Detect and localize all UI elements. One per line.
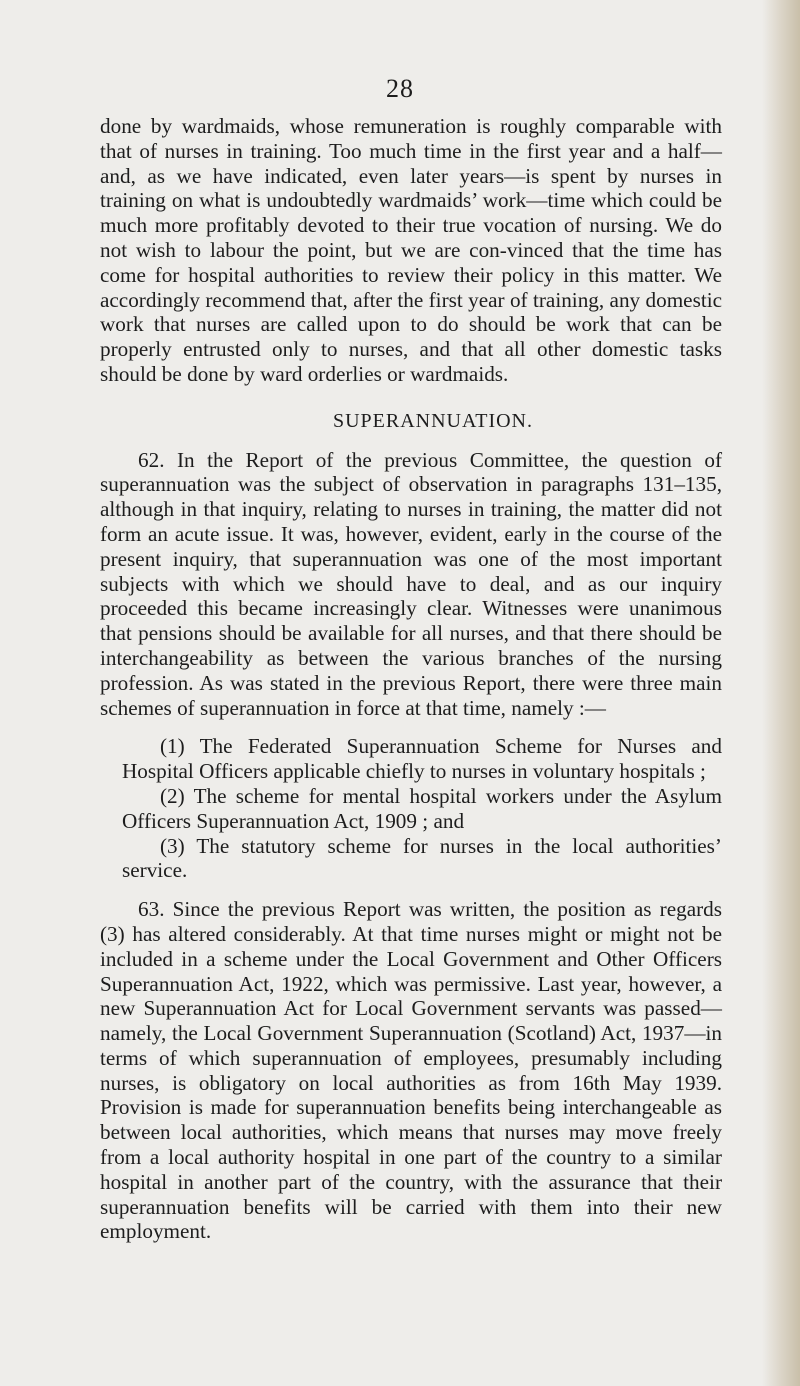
section-heading: SUPERANNUATION. (332, 409, 533, 432)
scheme-item-1: (1) The Federated Superannuation Scheme for Nurses and Hospital Officers applicable chiefly to nurses in voluntary hospitals ; (122, 734, 722, 784)
continued-paragraph: done by wardmaids, whose remuneration is roughly comparable with that of nurses in training. Too much time in the first year and a half—and, as we have indicated, even later years—is spent by nurses in training on what is undoubtedly wardmaids’ work—time which could be much more profitably devoted to their true vocation of nursing. We do not wish to labour the point, but we are con-vinced that the time has come for hospital authorities to review their policy in this matter. We accordingly recommend that, after the first year of training, any domestic work that nurses are called upon to do should be work that can be properly entrusted only to nurses, and that all other domestic tasks should be done by ward orderlies or wardmaids. (100, 114, 722, 386)
scheme-item-3: (3) The statutory scheme for nurses in the local authorities’ service. (122, 833, 722, 883)
page-number: 28 (386, 74, 414, 103)
scheme-item-2: (2) The scheme for mental hospital workers under the Asylum Officers Superannuation Act, 1909 ; and (122, 783, 722, 833)
paragraph-63: 63. Since the previous Report was written, the position as regards (3) has altered considerably. At that time nurses might or might not be included in a scheme under the Local Government and Other Officers Superannuation Act, 1922, which was permissive. Last year, however, a new Superannuation Act for Local Government servants was passed—namely, the Local Government Superannuation (Scotland) Act, 1937—in terms of which superannuation of employees, presumably including nurses, is obligatory on local authorities as from 16th May 1939. Provision is made for superannuation benefits being interchangeable as between local authorities, which means that nurses may move freely from a local authority hospital in one part of the country to a similar hospital in another part of the country, with the assurance that their superannuation benefits will be carried with them into their new employment. (100, 897, 722, 1244)
schemes-list (100, 734, 722, 883)
page-edge-shadow (762, 0, 800, 1386)
document-body (100, 114, 722, 1244)
paragraph-62: 62. In the Report of the previous Committee, the question of superannuation was the subject of observation in paragraphs 131–135, although in that inquiry, relating to nurses in training, the matter did not form an acute issue. It was, however, evident, early in the course of the present inquiry, that superannuation was one of the most important subjects with which we should have to deal, and as our inquiry proceeded this became increasingly clear. Witnesses were unanimous that pensions should be available for all nurses, and that there should be interchangeability as between the various branches of the nursing profession. As was stated in the previous Report, there were three main schemes of superannuation in force at that time, namely :— (100, 447, 722, 720)
